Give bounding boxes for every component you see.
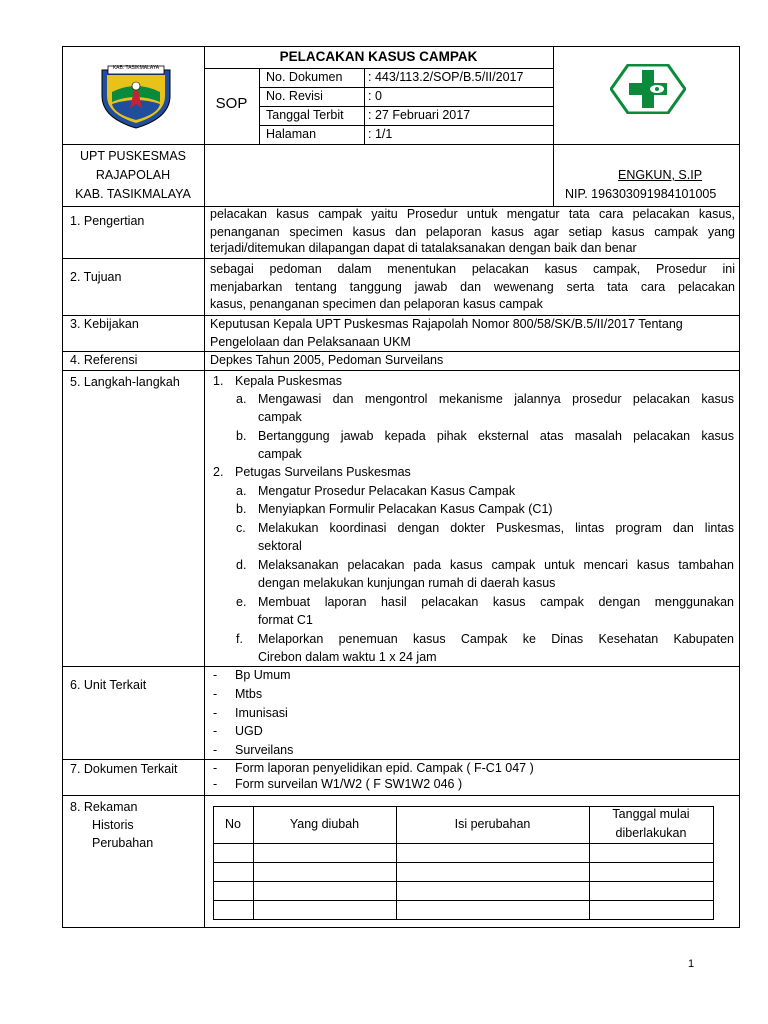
field-label: Halaman [266, 127, 317, 141]
kebijakan-line: Pengelolaan dan Pelaksanaan UKM [210, 335, 411, 349]
sop-label: SOP [215, 95, 248, 112]
section-label: 1. Pengertian [70, 214, 145, 228]
item-line: campak [258, 410, 302, 424]
tujuan-line: sebagai pedoman dalam menentukan pelacakan kasus campak, Prosedur ini [210, 262, 735, 276]
item-letter: a. [236, 392, 247, 406]
section-label: 8. Rekaman [70, 800, 138, 814]
section-label: 4. Referensi [70, 353, 138, 367]
group-title: Kepala Puskesmas [235, 374, 343, 388]
item-line: Bertanggung jawab kepada pihak eksternal atas masalah pelacakan kasus [258, 429, 734, 443]
field-label: No. Revisi [266, 89, 323, 103]
item-line: Mengatur Prosedur Pelacakan Kasus Campak [258, 484, 516, 498]
dash-bullet: - [213, 743, 218, 757]
unit-item: Mtbs [235, 687, 263, 701]
item-letter: c. [236, 521, 246, 535]
tujuan-line: menjabarkan tentang tanggung jawab dan wewenang serta tata cara pelacakan [210, 280, 735, 294]
referensi-text: Depkes Tahun 2005, Pedoman Surveilans [210, 353, 444, 367]
item-line: Mengawasi dan mengontrol mekanisme jalannya prosedur pelacakan kasus [258, 392, 734, 406]
org-name: RAJAPOLAH [95, 168, 171, 182]
signer-nip: NIP. 196303091984101005 [565, 187, 717, 201]
group-title: Petugas Surveilans Puskesmas [235, 465, 411, 479]
section-label: Perubahan [92, 836, 154, 850]
dash-bullet: - [213, 668, 218, 682]
field-value: : 443/113.2/SOP/B.5/II/2017 [368, 70, 524, 84]
tujuan-line: kasus, penanganan specimen dan pelaporan kasus campak [210, 297, 543, 311]
item-line: Melaporkan penemuan kasus Campak ke Dinas Kesehatan Kabupaten [258, 632, 734, 646]
page-number: 1 [688, 958, 695, 970]
dash-bullet: - [213, 777, 218, 791]
item-line: sektoral [258, 539, 302, 553]
group-number: 1. [213, 374, 224, 388]
unit-item: UGD [235, 724, 263, 738]
kebijakan-line: Keputusan Kepala UPT Puskesmas Rajapolah Nomor 800/58/SK/B.5/II/2017 Tentang [210, 317, 683, 331]
unit-item: Imunisasi [235, 706, 288, 720]
dash-bullet: - [213, 687, 218, 701]
item-letter: e. [236, 595, 247, 609]
item-line: Melaksanakan pelacakan pada kasus campak untuk mencari kasus tambahan [258, 558, 734, 572]
signer-name: ENGKUN, S.IP [618, 168, 703, 182]
item-line: Menyiapkan Formulir Pelacakan Kasus Campak (C1) [258, 502, 553, 516]
item-line: Melakukan koordinasi dengan dokter Puskesmas, lintas program dan lintas [258, 521, 734, 535]
dokumen-item: Form surveilan W1/W2 ( F SW1W2 046 ) [235, 777, 463, 791]
field-value: : 0 [368, 89, 382, 103]
field-value: : 27 Februari 2017 [368, 108, 471, 122]
pengertian-line: pelacakan kasus campak yaitu Prosedur untuk mengatur tata cara pelacakan kasus, [210, 207, 735, 221]
field-label: No. Dokumen [266, 70, 343, 84]
logo-banner: KAB. TASIKMALAYA [112, 65, 160, 71]
table-header: diberlakukan [615, 826, 687, 840]
table-header: Yang diubah [289, 817, 360, 831]
table-header: Tanggal mulai [612, 807, 690, 821]
item-letter: b. [236, 429, 247, 443]
pengertian-line: penanganan specimen kasus dan pelaporan kasus agar setiap kasus campak yang [210, 225, 735, 239]
dokumen-item: Form laporan penyelidikan epid. Campak ( F-C1 047 ) [235, 761, 534, 775]
item-letter: b. [236, 502, 247, 516]
table-header: Isi perubahan [454, 817, 531, 831]
item-line: Cirebon dalam waktu 1 x 24 jam [258, 650, 437, 664]
kabupaten-shield-logo [98, 62, 174, 130]
field-value: : 1/1 [368, 127, 393, 141]
item-letter: a. [236, 484, 247, 498]
item-line: campak [258, 447, 302, 461]
puskesmas-logo [610, 64, 686, 114]
item-letter: d. [236, 558, 247, 572]
section-label: 7. Dokumen Terkait [70, 762, 178, 776]
document-title: PELACAKAN KASUS CAMPAK [279, 49, 478, 64]
section-label: 3. Kebijakan [70, 317, 139, 331]
org-name: KAB. TASIKMALAYA [75, 187, 191, 201]
unit-item: Surveilans [235, 743, 294, 757]
dash-bullet: - [213, 761, 218, 775]
field-label: Tanggal Terbit [266, 108, 344, 122]
group-number: 2. [213, 465, 224, 479]
org-name: UPT PUSKESMAS [79, 149, 187, 163]
item-letter: f. [236, 632, 243, 646]
table-header: No [225, 817, 241, 831]
section-label: 6. Unit Terkait [70, 678, 147, 692]
item-line: dengan melakukan kunjungan rumah di daerah kasus [258, 576, 556, 590]
item-line: format C1 [258, 613, 313, 627]
dash-bullet: - [213, 724, 218, 738]
dash-bullet: - [213, 706, 218, 720]
section-label: 5. Langkah-langkah [70, 375, 180, 389]
unit-item: Bp Umum [235, 668, 291, 682]
section-label: 2. Tujuan [70, 270, 122, 284]
item-line: Membuat laporan hasil pelacakan kasus campak dengan menggunakan [258, 595, 734, 609]
pengertian-line: terjadi/ditemukan dilapangan dapat di tatalaksanakan dengan baik dan benar [210, 241, 637, 255]
section-label: Historis [92, 818, 134, 832]
